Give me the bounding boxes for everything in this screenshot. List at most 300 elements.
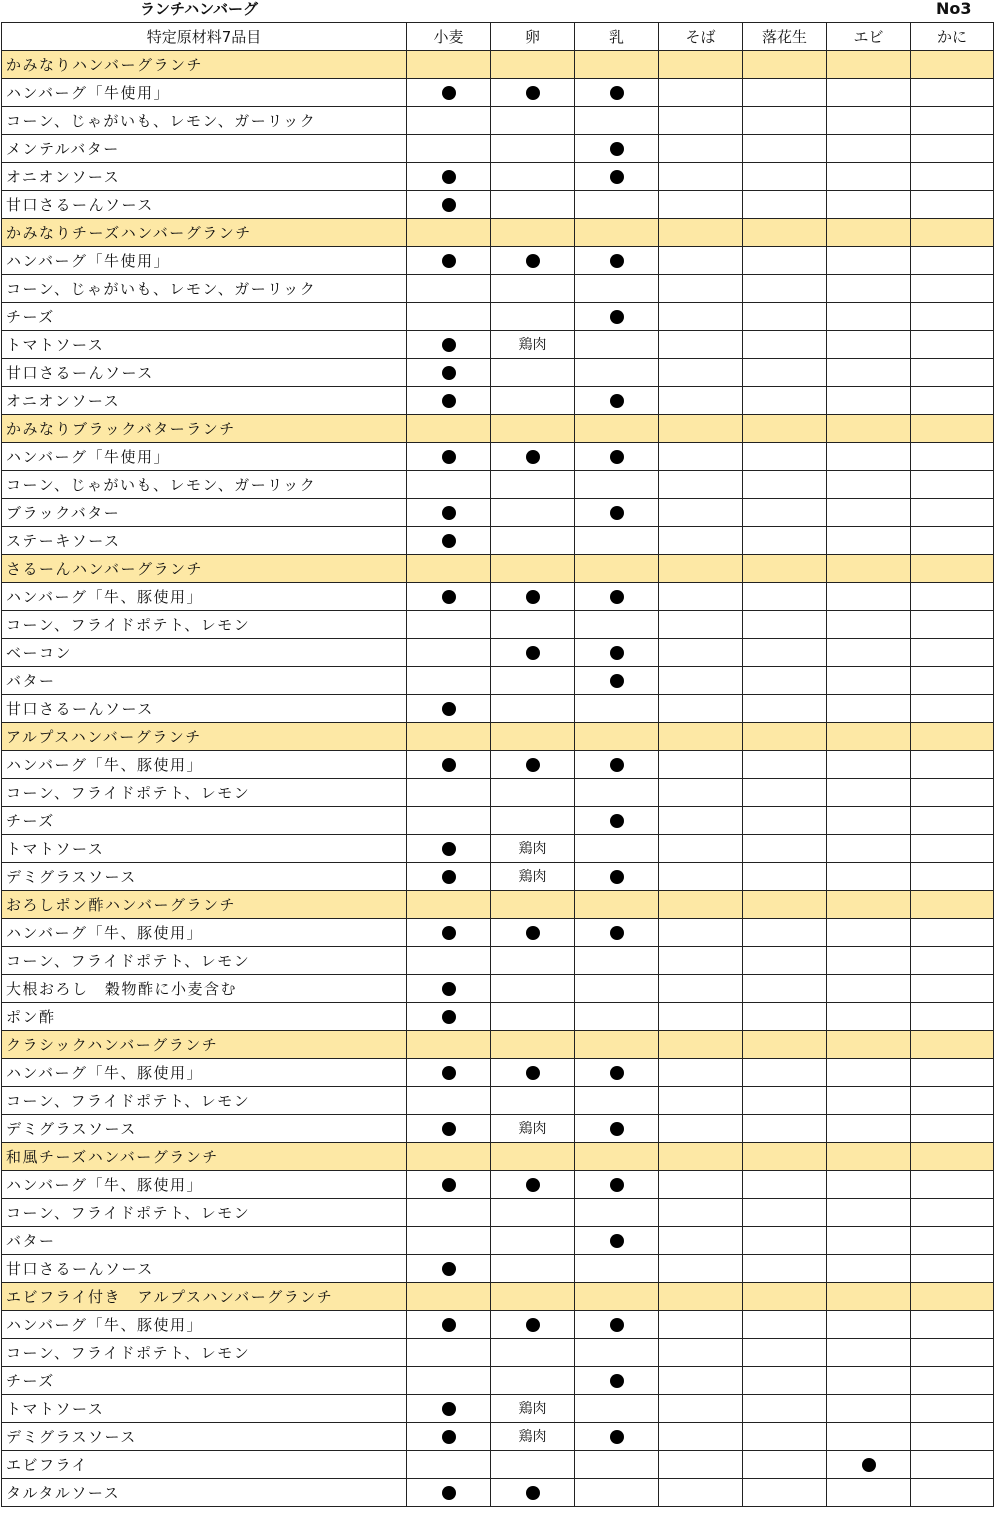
empty-cell (743, 1171, 827, 1199)
filled-circle-icon (610, 814, 624, 828)
table-row (2, 247, 994, 275)
empty-cell (911, 611, 994, 639)
empty-cell (407, 779, 491, 807)
empty-cell (407, 891, 491, 919)
table-row (2, 135, 994, 163)
empty-cell (659, 191, 743, 219)
allergen-dot (407, 443, 491, 471)
table-row (2, 975, 994, 1003)
table-row (2, 947, 994, 975)
empty-cell (827, 723, 911, 751)
empty-cell (827, 275, 911, 303)
empty-cell (911, 555, 994, 583)
empty-cell (659, 51, 743, 79)
empty-cell (575, 331, 659, 359)
ingredient-name: タルタルソース (2, 1479, 407, 1507)
table-row (2, 1451, 994, 1479)
empty-cell (743, 1087, 827, 1115)
empty-cell (407, 1451, 491, 1479)
allergen-dot (407, 1311, 491, 1339)
empty-cell (659, 1255, 743, 1283)
empty-cell (911, 863, 994, 891)
table-row (2, 443, 994, 471)
empty-cell (743, 639, 827, 667)
allergen-dot (575, 1367, 659, 1395)
section-header-row (2, 51, 994, 79)
empty-cell (491, 667, 575, 695)
section-header-row (2, 1283, 994, 1311)
filled-circle-icon (442, 1486, 456, 1500)
empty-cell (575, 1479, 659, 1507)
empty-cell (659, 415, 743, 443)
filled-circle-icon (526, 1066, 540, 1080)
table-row (2, 1423, 994, 1451)
ingredient-name: コーン、フライドポテト、レモン (2, 947, 407, 975)
allergen-dot (407, 863, 491, 891)
filled-circle-icon (610, 506, 624, 520)
empty-cell (743, 555, 827, 583)
empty-cell (827, 1395, 911, 1423)
allergen-dot (407, 1423, 491, 1451)
empty-cell (911, 247, 994, 275)
empty-cell (659, 611, 743, 639)
empty-cell (827, 1031, 911, 1059)
empty-cell (575, 275, 659, 303)
empty-cell (827, 191, 911, 219)
empty-cell (827, 1059, 911, 1087)
empty-cell (743, 807, 827, 835)
filled-circle-icon (442, 86, 456, 100)
page-title: ランチハンバーグ (140, 0, 259, 18)
allergen-dot (407, 919, 491, 947)
ingredient-name: オニオンソース (2, 387, 407, 415)
filled-circle-icon (442, 198, 456, 212)
ingredient-name: チーズ (2, 303, 407, 331)
menu-section-name: 和風チーズハンバーグランチ (2, 1143, 407, 1171)
ingredient-name: ハンバーグ「牛、豚使用」 (2, 919, 407, 947)
empty-cell (827, 1087, 911, 1115)
empty-cell (743, 135, 827, 163)
empty-cell (743, 1227, 827, 1255)
empty-cell (743, 1115, 827, 1143)
empty-cell (491, 527, 575, 555)
ingredient-name: コーン、じゃがいも、レモン、ガーリック (2, 471, 407, 499)
empty-cell (575, 107, 659, 135)
empty-cell (659, 723, 743, 751)
empty-cell (827, 219, 911, 247)
empty-cell (827, 695, 911, 723)
column-header-shrimp: エビ (827, 23, 911, 51)
filled-circle-icon (610, 1122, 624, 1136)
allergen-note-text: 鶏肉 (518, 337, 547, 353)
empty-cell (743, 1339, 827, 1367)
empty-cell (659, 1479, 743, 1507)
empty-cell (827, 1255, 911, 1283)
empty-cell (659, 303, 743, 331)
table-row (2, 1003, 994, 1031)
empty-cell (407, 611, 491, 639)
empty-cell (911, 1003, 994, 1031)
empty-cell (911, 807, 994, 835)
empty-cell (659, 499, 743, 527)
table-row (2, 359, 994, 387)
empty-cell (659, 1283, 743, 1311)
empty-cell (827, 303, 911, 331)
filled-circle-icon (442, 702, 456, 716)
empty-cell (659, 583, 743, 611)
empty-cell (659, 863, 743, 891)
ingredient-name: バター (2, 667, 407, 695)
allergen-dot (407, 359, 491, 387)
empty-cell (743, 611, 827, 639)
allergen-dot (575, 1059, 659, 1087)
empty-cell (659, 107, 743, 135)
ingredient-name: バター (2, 1227, 407, 1255)
empty-cell (827, 499, 911, 527)
empty-cell (743, 219, 827, 247)
empty-cell (659, 919, 743, 947)
empty-cell (659, 835, 743, 863)
allergen-dot (407, 583, 491, 611)
table-row (2, 863, 994, 891)
empty-cell (575, 1143, 659, 1171)
empty-cell (407, 1283, 491, 1311)
empty-cell (827, 247, 911, 275)
empty-cell (743, 779, 827, 807)
empty-cell (575, 51, 659, 79)
filled-circle-icon (442, 926, 456, 940)
allergen-dot (491, 1311, 575, 1339)
filled-circle-icon (610, 86, 624, 100)
empty-cell (743, 1395, 827, 1423)
empty-cell (659, 275, 743, 303)
empty-cell (743, 1423, 827, 1451)
ingredient-name: 甘口さるーんソース (2, 191, 407, 219)
ingredient-name: ハンバーグ「牛、豚使用」 (2, 1171, 407, 1199)
empty-cell (827, 51, 911, 79)
table-row (2, 835, 994, 863)
table-row (2, 751, 994, 779)
filled-circle-icon (442, 450, 456, 464)
filled-circle-icon (610, 926, 624, 940)
menu-section-name: エビフライ付き アルプスハンバーグランチ (2, 1283, 407, 1311)
empty-cell (743, 695, 827, 723)
empty-cell (911, 527, 994, 555)
empty-cell (827, 415, 911, 443)
table-row (2, 1339, 994, 1367)
empty-cell (491, 499, 575, 527)
empty-cell (407, 275, 491, 303)
empty-cell (407, 1031, 491, 1059)
table-row (2, 695, 994, 723)
empty-cell (575, 695, 659, 723)
empty-cell (827, 1367, 911, 1395)
section-header-row (2, 1143, 994, 1171)
empty-cell (827, 975, 911, 1003)
menu-section-name: おろしポン酢ハンバーグランチ (2, 891, 407, 919)
empty-cell (743, 359, 827, 387)
filled-circle-icon (442, 1430, 456, 1444)
empty-cell (827, 527, 911, 555)
ingredient-name: ハンバーグ「牛使用」 (2, 247, 407, 275)
empty-cell (827, 1479, 911, 1507)
allergen-dot (575, 135, 659, 163)
ingredient-name: コーン、フライドポテト、レモン (2, 611, 407, 639)
filled-circle-icon (442, 254, 456, 268)
empty-cell (491, 471, 575, 499)
empty-cell (491, 191, 575, 219)
empty-cell (827, 947, 911, 975)
filled-circle-icon (610, 646, 624, 660)
table-row (2, 919, 994, 947)
section-header-row (2, 219, 994, 247)
empty-cell (743, 863, 827, 891)
allergen-dot (407, 695, 491, 723)
empty-cell (659, 1087, 743, 1115)
empty-cell (575, 611, 659, 639)
empty-cell (659, 1451, 743, 1479)
empty-cell (575, 359, 659, 387)
empty-cell (827, 1283, 911, 1311)
empty-cell (911, 331, 994, 359)
filled-circle-icon (610, 674, 624, 688)
allergen-dot (407, 247, 491, 275)
filled-circle-icon (526, 758, 540, 772)
filled-circle-icon (610, 310, 624, 324)
empty-cell (743, 1031, 827, 1059)
empty-cell (743, 443, 827, 471)
empty-cell (827, 135, 911, 163)
table-header-row (2, 23, 994, 51)
empty-cell (575, 1451, 659, 1479)
empty-cell (491, 387, 575, 415)
empty-cell (911, 1227, 994, 1255)
empty-cell (491, 947, 575, 975)
table-row (2, 331, 994, 359)
allergen-dot (575, 639, 659, 667)
allergen-dot (407, 387, 491, 415)
empty-cell (743, 1059, 827, 1087)
empty-cell (659, 1339, 743, 1367)
empty-cell (911, 1255, 994, 1283)
empty-cell (659, 891, 743, 919)
allergen-dot (491, 1059, 575, 1087)
filled-circle-icon (442, 534, 456, 548)
allergen-dot (575, 863, 659, 891)
allergen-dot (575, 163, 659, 191)
empty-cell (911, 1143, 994, 1171)
empty-cell (827, 1423, 911, 1451)
empty-cell (911, 1087, 994, 1115)
empty-cell (575, 1255, 659, 1283)
empty-cell (911, 1479, 994, 1507)
allergen-note (491, 863, 575, 891)
table-row (2, 1087, 994, 1115)
empty-cell (911, 779, 994, 807)
empty-cell (491, 303, 575, 331)
empty-cell (659, 1003, 743, 1031)
filled-circle-icon (442, 1262, 456, 1276)
empty-cell (911, 1395, 994, 1423)
allergen-dot (575, 1423, 659, 1451)
table-row (2, 387, 994, 415)
ingredient-name: 大根おろし 穀物酢に小麦含む (2, 975, 407, 1003)
filled-circle-icon (442, 170, 456, 184)
column-header-wheat: 小麦 (407, 23, 491, 51)
filled-circle-icon (442, 506, 456, 520)
empty-cell (827, 555, 911, 583)
empty-cell (911, 1367, 994, 1395)
empty-cell (659, 555, 743, 583)
empty-cell (743, 303, 827, 331)
empty-cell (407, 807, 491, 835)
empty-cell (911, 1171, 994, 1199)
filled-circle-icon (442, 758, 456, 772)
filled-circle-icon (442, 1178, 456, 1192)
filled-circle-icon (610, 142, 624, 156)
filled-circle-icon (442, 870, 456, 884)
empty-cell (743, 835, 827, 863)
empty-cell (491, 1227, 575, 1255)
page-number: No3 (936, 0, 972, 18)
menu-section-name: かみなりブラックバターランチ (2, 415, 407, 443)
empty-cell (911, 303, 994, 331)
filled-circle-icon (442, 590, 456, 604)
empty-cell (491, 695, 575, 723)
allergen-dot (491, 1171, 575, 1199)
empty-cell (743, 751, 827, 779)
filled-circle-icon (862, 1458, 876, 1472)
empty-cell (911, 1311, 994, 1339)
empty-cell (575, 191, 659, 219)
empty-cell (659, 639, 743, 667)
empty-cell (407, 1227, 491, 1255)
allergen-dot (491, 639, 575, 667)
ingredient-name: エビフライ (2, 1451, 407, 1479)
empty-cell (491, 1255, 575, 1283)
allergen-dot (491, 1479, 575, 1507)
empty-cell (575, 527, 659, 555)
empty-cell (911, 443, 994, 471)
table-row (2, 1255, 994, 1283)
ingredient-name: メンテルバター (2, 135, 407, 163)
section-header-row (2, 891, 994, 919)
table-row (2, 527, 994, 555)
column-header-peanut: 落花生 (743, 23, 827, 51)
empty-cell (827, 443, 911, 471)
allergen-dot (407, 499, 491, 527)
allergen-dot (575, 303, 659, 331)
table-row (2, 1479, 994, 1507)
column-header-egg: 卵 (491, 23, 575, 51)
ingredient-name: コーン、フライドポテト、レモン (2, 1199, 407, 1227)
filled-circle-icon (442, 338, 456, 352)
allergen-dot (407, 1171, 491, 1199)
filled-circle-icon (610, 758, 624, 772)
empty-cell (827, 891, 911, 919)
allergen-dot (407, 1479, 491, 1507)
table-row (2, 639, 994, 667)
empty-cell (659, 1367, 743, 1395)
filled-circle-icon (610, 394, 624, 408)
empty-cell (827, 779, 911, 807)
empty-cell (911, 667, 994, 695)
empty-cell (827, 359, 911, 387)
ingredient-name: 甘口さるーんソース (2, 1255, 407, 1283)
allergen-dot (407, 1003, 491, 1031)
allergen-dot (491, 751, 575, 779)
empty-cell (407, 1143, 491, 1171)
table-row (2, 667, 994, 695)
table-row (2, 1311, 994, 1339)
ingredient-name: チーズ (2, 807, 407, 835)
menu-section-name: かみなりハンバーグランチ (2, 51, 407, 79)
empty-cell (659, 527, 743, 555)
empty-cell (491, 163, 575, 191)
filled-circle-icon (442, 1122, 456, 1136)
empty-cell (743, 947, 827, 975)
empty-cell (911, 723, 994, 751)
empty-cell (491, 135, 575, 163)
empty-cell (491, 1451, 575, 1479)
allergen-note-text: 鶏肉 (518, 869, 547, 885)
empty-cell (407, 667, 491, 695)
allergen-dot (407, 1255, 491, 1283)
ingredient-name: デミグラスソース (2, 1115, 407, 1143)
empty-cell (827, 1143, 911, 1171)
empty-cell (575, 947, 659, 975)
empty-cell (491, 219, 575, 247)
empty-cell (827, 863, 911, 891)
empty-cell (827, 163, 911, 191)
ingredient-name: トマトソース (2, 331, 407, 359)
filled-circle-icon (526, 254, 540, 268)
empty-cell (743, 275, 827, 303)
empty-cell (827, 471, 911, 499)
filled-circle-icon (610, 1318, 624, 1332)
empty-cell (743, 1311, 827, 1339)
allergen-dot (407, 835, 491, 863)
ingredient-name: コーン、フライドポテト、レモン (2, 1339, 407, 1367)
empty-cell (491, 1339, 575, 1367)
empty-cell (911, 835, 994, 863)
filled-circle-icon (442, 1010, 456, 1024)
allergen-note (491, 1115, 575, 1143)
section-header-row (2, 415, 994, 443)
table-row (2, 163, 994, 191)
empty-cell (827, 583, 911, 611)
empty-cell (911, 975, 994, 1003)
empty-cell (911, 695, 994, 723)
empty-cell (491, 1087, 575, 1115)
empty-cell (491, 415, 575, 443)
allergen-dot (575, 1171, 659, 1199)
empty-cell (659, 667, 743, 695)
empty-cell (911, 919, 994, 947)
empty-cell (407, 723, 491, 751)
empty-cell (659, 79, 743, 107)
filled-circle-icon (442, 394, 456, 408)
allergen-dot (575, 919, 659, 947)
table-row (2, 1115, 994, 1143)
allergen-dot (407, 975, 491, 1003)
empty-cell (575, 1087, 659, 1115)
empty-cell (407, 415, 491, 443)
ingredient-name: コーン、じゃがいも、レモン、ガーリック (2, 275, 407, 303)
ingredient-name: ハンバーグ「牛使用」 (2, 79, 407, 107)
empty-cell (407, 303, 491, 331)
empty-cell (827, 1339, 911, 1367)
